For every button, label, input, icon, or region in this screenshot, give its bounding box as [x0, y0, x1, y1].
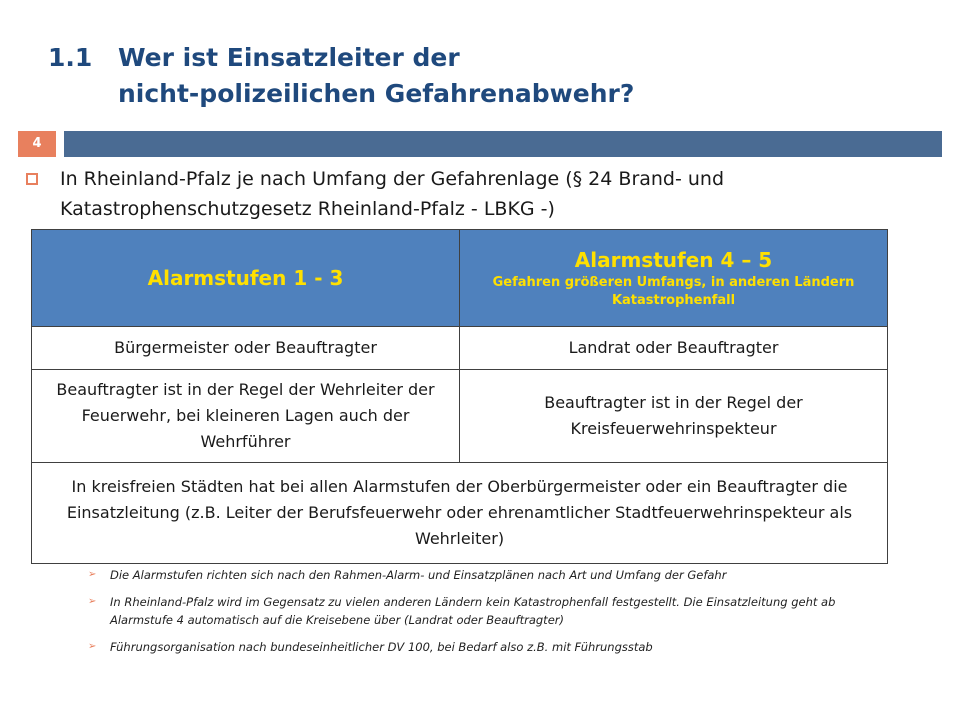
title-line-2: nicht-polizeilichen Gefahrenabwehr?: [118, 79, 635, 108]
title-line-1: Wer ist Einsatzleiter der: [118, 43, 460, 72]
table-row: [32, 370, 888, 463]
header-cell-right: [460, 230, 888, 327]
slide-number-badge: 4: [18, 131, 56, 157]
list-item: [88, 638, 888, 656]
header-left-label: Alarmstufen 1 - 3: [147, 265, 344, 290]
cell-row3: In kreisfreien Städten hat bei allen Alarmstufen der Oberbürgermeister oder ein Beauftragter die Einsatzleitung (z.B. Leiter der Berufsfeuerwehr oder ehrenamtlicher Stadtfeuerwehrinspekteur als Wehrleiter): [32, 463, 888, 564]
intro-text: In Rheinland-Pfalz je nach Umfang der Gefahrenlage (§ 24 Brand- und Katastrophenschutzgesetz Rheinland-Pfalz - LBKG -): [60, 168, 725, 220]
square-bullet-icon: [26, 173, 38, 185]
cell-row2-left: Beauftragter ist in der Regel der Wehrleiter der Feuerwehr, bei kleineren Lagen auch der Wehrführer: [32, 370, 460, 463]
cell-row1-left: Bürgermeister oder Beauftragter: [32, 327, 460, 370]
arrow-bullet-icon: ➢: [88, 641, 97, 652]
list-item: [88, 566, 888, 584]
table-row: [32, 463, 888, 564]
section-number: 1.1: [48, 43, 93, 72]
header-bar: [64, 131, 942, 157]
arrow-bullet-icon: ➢: [88, 569, 97, 580]
header-right-sublabel: Gefahren größeren Umfangs, in anderen Ländern Katastrophenfall: [492, 275, 855, 308]
arrow-bullet-icon: ➢: [88, 596, 97, 607]
cell-row1-right: Landrat oder Beauftragter: [460, 327, 888, 370]
note-text: Führungsorganisation nach bundeseinheitlicher DV 100, bei Bedarf also z.B. mit Führungsstab: [110, 640, 653, 654]
notes-list: [88, 566, 888, 665]
note-text: In Rheinland-Pfalz wird im Gegensatz zu vielen anderen Ländern kein Katastrophenfall festgestellt. Die Einsatzleitung geht ab Alarmstufe 4 automatisch auf die Kreisebene über (Landrat oder Beauftragter): [110, 595, 836, 627]
cell-row2-right: Beauftragter ist in der Regel der Kreisfeuerwehrinspekteur: [460, 370, 888, 463]
table-header-row: [32, 230, 888, 327]
table-row: [32, 327, 888, 370]
intro-bullet: [26, 164, 926, 224]
header-right-label: Alarmstufen 4 – 5: [574, 248, 773, 272]
slide-title: [48, 40, 634, 112]
header-cell-left: [32, 230, 460, 327]
alarm-table: [31, 229, 888, 564]
note-text: Die Alarmstufen richten sich nach den Rahmen-Alarm- und Einsatzplänen nach Art und Umfang der Gefahr: [110, 568, 727, 582]
list-item: [88, 593, 888, 629]
